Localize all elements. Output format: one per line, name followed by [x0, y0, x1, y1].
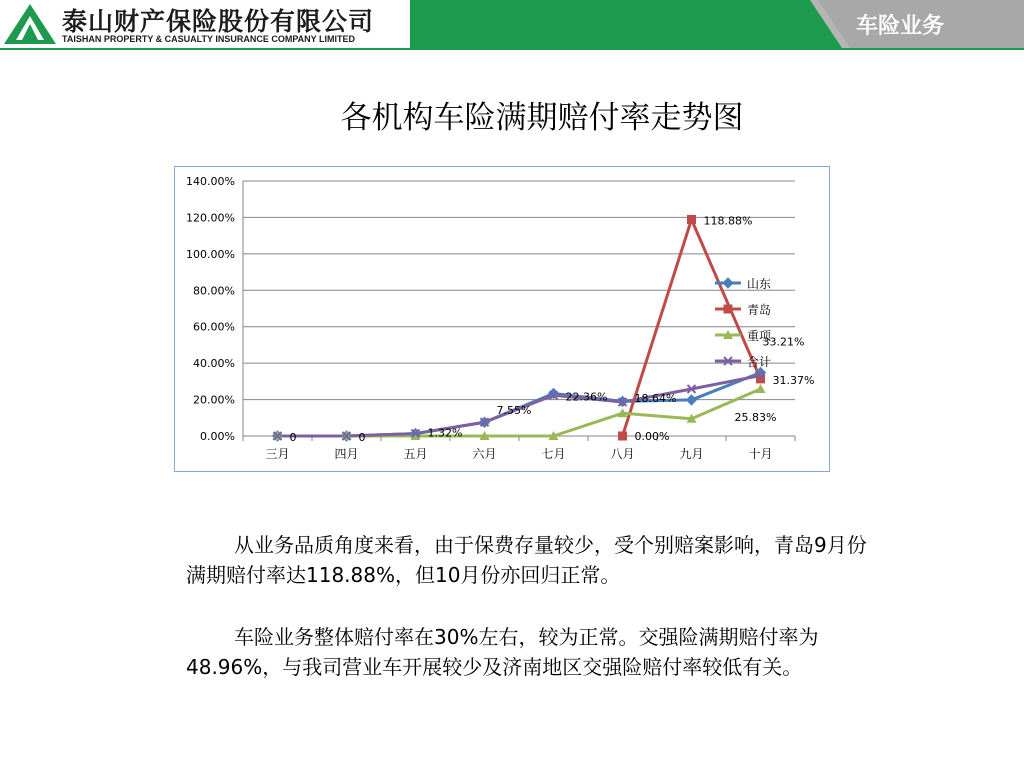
data-label: 31.37% — [772, 373, 815, 387]
data-label: 1.32% — [427, 426, 463, 440]
series-point — [618, 432, 627, 441]
x-tick-label: 十月 — [748, 447, 773, 461]
x-tick-label: 八月 — [610, 447, 635, 461]
data-label: 7.55% — [496, 404, 532, 418]
y-tick-label: 120.00% — [186, 211, 235, 225]
x-tick-label: 九月 — [679, 447, 704, 461]
y-tick-label: 100.00% — [186, 247, 235, 261]
series-point — [723, 278, 733, 288]
y-tick-label: 0.00% — [200, 430, 235, 443]
legend-label: 合计 — [747, 355, 772, 369]
data-label: 22.36% — [565, 390, 608, 404]
company-name-cn: 泰山财产保险股份有限公司 — [62, 7, 375, 36]
section-label: 车险业务 — [856, 14, 945, 39]
line-chart — [175, 167, 829, 471]
x-tick-label: 三月 — [265, 447, 290, 461]
header-bar — [0, 0, 1024, 50]
header-divider — [0, 48, 1024, 50]
data-label: 18.64% — [634, 392, 677, 406]
y-tick-label: 60.00% — [193, 320, 235, 334]
x-tick-label: 五月 — [403, 447, 428, 461]
data-label: 0.00% — [634, 430, 670, 443]
x-tick-label: 七月 — [541, 447, 566, 461]
data-label: 25.83% — [734, 410, 777, 424]
data-label: 0 — [358, 431, 366, 444]
legend-label: 青岛 — [747, 303, 772, 317]
x-tick-label: 六月 — [472, 447, 497, 461]
company-name-en: TAISHAN PROPERTY & CASUALTY INSURANCE COMPANY LIMITED — [62, 34, 356, 44]
data-label: 0 — [289, 431, 297, 444]
y-tick-label: 140.00% — [186, 175, 235, 188]
y-tick-label: 20.00% — [193, 393, 235, 407]
x-tick-label: 四月 — [334, 447, 359, 461]
legend-label: 山东 — [747, 277, 772, 291]
data-label: 33.21% — [762, 335, 805, 349]
company-logo — [2, 2, 58, 46]
analysis-paragraph-2: 车险业务整体赔付率在30%左右，较为正常。交强险满期赔付率为48.96%，与我司营业车开展较少及济南地区交强险赔付率较低有关。 — [186, 625, 819, 679]
series-point — [756, 384, 766, 393]
series-point — [687, 395, 697, 405]
y-tick-label: 80.00% — [193, 284, 235, 298]
chart-container — [174, 166, 830, 472]
page-title: 各机构车险满期赔付率走势图 — [340, 100, 744, 136]
series-point — [687, 215, 696, 224]
series-point — [724, 305, 733, 314]
y-tick-label: 40.00% — [193, 357, 235, 371]
data-label: 118.88% — [703, 214, 753, 228]
analysis-paragraph-1: 从业务品质角度来看，由于保费存量较少，受个别赔案影响，青岛9月份满期赔付率达118.88%，但10月份亦回归正常。 — [186, 533, 867, 587]
legend-label: 重项 — [747, 329, 772, 343]
